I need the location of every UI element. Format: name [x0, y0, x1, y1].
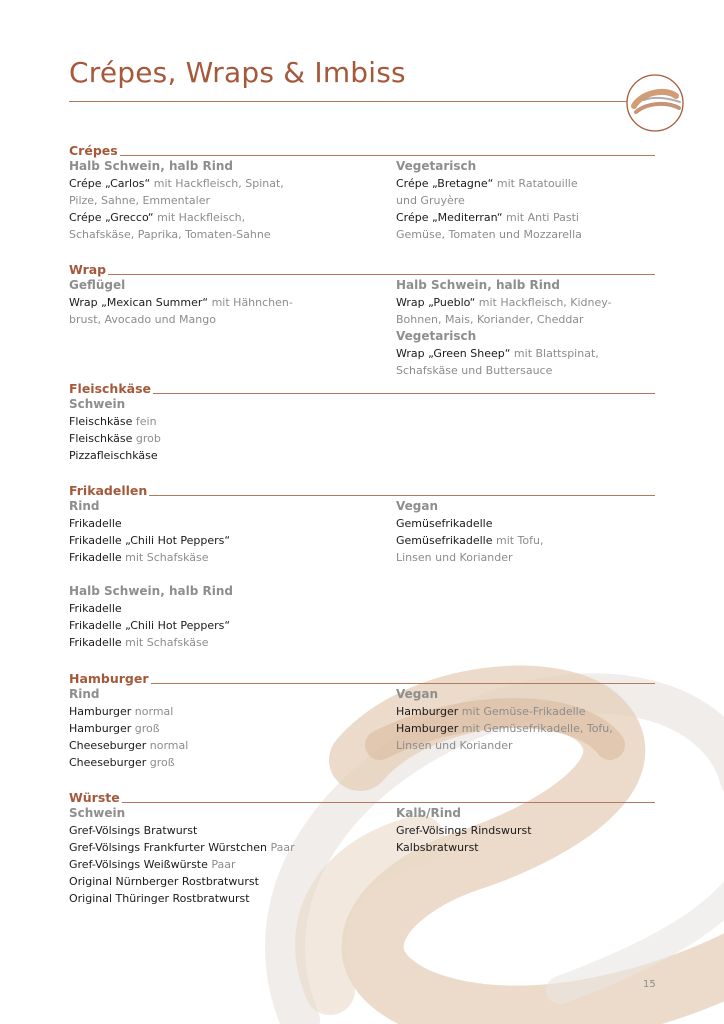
- menu-column-left: [69, 686, 369, 771]
- menu-column-right: [396, 805, 696, 856]
- item-description: mit Hackfleisch, Kidney-: [475, 296, 612, 309]
- menu-item: [396, 839, 696, 856]
- item-description: groß: [131, 722, 160, 735]
- menu-item: [396, 345, 696, 362]
- item-name: Crépe „Bretagne“: [396, 177, 494, 190]
- menu-section: [69, 143, 655, 241]
- menu-column-right: [396, 158, 696, 243]
- menu-item: [69, 856, 369, 873]
- item-name: Hamburger: [396, 705, 459, 718]
- menu-item: [69, 634, 369, 651]
- item-name: Frikadelle: [69, 551, 122, 564]
- item-name: Crépe „Mediterran“: [396, 211, 503, 224]
- menu-item: [396, 720, 696, 737]
- item-description: grob: [132, 432, 161, 445]
- item-name: Cheeseburger: [69, 756, 147, 769]
- item-description: mit Anti Pasti: [502, 211, 579, 224]
- item-name: Original Thüringer Rostbratwurst: [69, 892, 250, 905]
- section-divider: [153, 393, 655, 394]
- group-heading: Schwein: [69, 397, 126, 411]
- group-heading: Halb Schwein, halb Rind: [69, 159, 233, 173]
- item-description: groß: [146, 756, 175, 769]
- menu-item: [69, 226, 369, 243]
- menu-item: [69, 839, 369, 856]
- menu-item: [69, 209, 369, 226]
- menu-item: [69, 532, 369, 549]
- section-divider: [108, 274, 655, 275]
- section-title: Frikadellen: [69, 483, 148, 498]
- menu-item: [69, 515, 369, 532]
- item-name: Frikadelle „Chili Hot Peppers“: [69, 619, 231, 632]
- menu-section: [69, 381, 655, 462]
- title-divider: [69, 101, 629, 102]
- item-name: Gemüsefrikadelle: [396, 517, 493, 530]
- item-description: Linsen und Koriander: [396, 739, 513, 752]
- menu-item: [69, 890, 369, 907]
- item-description: mit Hackfleisch, Spinat,: [150, 177, 284, 190]
- item-name: Frikadelle: [69, 602, 122, 615]
- item-name: Frikadelle: [69, 636, 122, 649]
- section-title: Wrap: [69, 262, 107, 277]
- item-name: Gemüsefrikadelle: [396, 534, 493, 547]
- item-name: Crépe „Carlos“: [69, 177, 151, 190]
- group-heading: Vegetarisch: [396, 329, 477, 343]
- menu-item: [69, 430, 369, 447]
- menu-column-left: [69, 158, 369, 243]
- menu-item: [69, 703, 369, 720]
- group-heading: Vegan: [396, 687, 438, 701]
- menu-section: [69, 262, 655, 377]
- item-description: Paar: [207, 858, 236, 871]
- section-header: [69, 262, 655, 277]
- item-description: Gemüse, Tomaten und Mozzarella: [396, 228, 582, 241]
- item-description: Schafskäse und Buttersauce: [396, 364, 553, 377]
- section-header: [69, 381, 655, 396]
- menu-column-left: [69, 396, 369, 464]
- page-number: 15: [643, 979, 656, 990]
- item-description: Paar: [266, 841, 295, 854]
- menu-item: [69, 311, 369, 328]
- section-title: Fleischkäse: [69, 381, 152, 396]
- group-heading: Kalb/Rind: [396, 806, 461, 820]
- menu-item: [396, 822, 696, 839]
- page-title: Crépes, Wraps & Imbiss: [69, 56, 406, 89]
- menu-section: [69, 790, 655, 905]
- item-name: Fleischkäse: [69, 432, 133, 445]
- item-name: Original Nürnberger Rostbratwurst: [69, 875, 259, 888]
- menu-item: [396, 549, 696, 566]
- menu-column-right: [396, 498, 696, 566]
- section-header: [69, 671, 655, 686]
- item-name: Wrap „Pueblo“: [396, 296, 476, 309]
- group-heading: Rind: [69, 499, 100, 513]
- item-name: Frikadelle „Chili Hot Peppers“: [69, 534, 231, 547]
- menu-column-left: [69, 277, 369, 328]
- item-name: Hamburger: [69, 705, 132, 718]
- item-description: mit Hähnchen-: [208, 296, 293, 309]
- item-description: Schafskäse, Paprika, Tomaten-Sahne: [69, 228, 271, 241]
- item-name: Crépe „Grecco“: [69, 211, 154, 224]
- item-description: normal: [131, 705, 174, 718]
- menu-item: [69, 617, 369, 634]
- item-description: Bohnen, Mais, Koriander, Cheddar: [396, 313, 584, 326]
- section-header: [69, 143, 655, 158]
- menu-item: [69, 873, 369, 890]
- section-divider: [149, 495, 655, 496]
- item-description: mit Gemüsefrikadelle, Tofu,: [458, 722, 613, 735]
- item-name: Gref-Völsings Rindswurst: [396, 824, 532, 837]
- item-name: Gref-Völsings Weißwürste: [69, 858, 208, 871]
- menu-item: [69, 600, 369, 617]
- item-name: Cheeseburger: [69, 739, 147, 752]
- item-description: mit Hackfleisch,: [153, 211, 246, 224]
- section-title: Würste: [69, 790, 120, 805]
- item-name: Hamburger: [396, 722, 459, 735]
- item-description: mit Ratatouille: [493, 177, 578, 190]
- swirl-logo-icon: [624, 72, 686, 134]
- item-name: Hamburger: [69, 722, 132, 735]
- menu-item: [69, 822, 369, 839]
- section-title: Crépes: [69, 143, 118, 158]
- item-description: und Gruyère: [396, 194, 465, 207]
- item-name: Wrap „Mexican Summer“: [69, 296, 209, 309]
- menu-item: [396, 362, 696, 379]
- section-title: Hamburger: [69, 671, 149, 686]
- item-description: Pilze, Sahne, Emmentaler: [69, 194, 210, 207]
- group-heading: Geflügel: [69, 278, 126, 292]
- item-name: Wrap „Green Sheep“: [396, 347, 511, 360]
- item-name: Kalbsbratwurst: [396, 841, 479, 854]
- item-description: mit Tofu,: [492, 534, 544, 547]
- group-heading: Vegan: [396, 499, 438, 513]
- menu-item: [396, 532, 696, 549]
- item-name: Fleischkäse: [69, 415, 133, 428]
- menu-item: [69, 175, 369, 192]
- menu-column-left: [69, 498, 369, 651]
- item-name: Frikadelle: [69, 517, 122, 530]
- menu-item: [69, 549, 369, 566]
- group-heading: Schwein: [69, 806, 126, 820]
- section-header: [69, 790, 655, 805]
- menu-item: [396, 192, 696, 209]
- item-description: brust, Avocado und Mango: [69, 313, 216, 326]
- menu-item: [396, 703, 696, 720]
- menu-column-right: [396, 277, 696, 379]
- group-heading: Vegetarisch: [396, 159, 477, 173]
- item-description: fein: [132, 415, 157, 428]
- menu-section: [69, 483, 655, 649]
- menu-column-right: [396, 686, 696, 754]
- menu-item: [69, 192, 369, 209]
- group-heading: Halb Schwein, halb Rind: [69, 584, 233, 598]
- item-description: Linsen und Koriander: [396, 551, 513, 564]
- menu-item: [69, 294, 369, 311]
- item-description: mit Schafskäse: [121, 636, 209, 649]
- item-name: Gref-Völsings Frankfurter Würstchen: [69, 841, 267, 854]
- menu-item: [396, 737, 696, 754]
- section-header: [69, 483, 655, 498]
- menu-item: [396, 294, 696, 311]
- item-name: Pizzafleischkäse: [69, 449, 158, 462]
- menu-item: [396, 226, 696, 243]
- menu-item: [396, 515, 696, 532]
- menu-item: [69, 720, 369, 737]
- item-name: Gref-Völsings Bratwurst: [69, 824, 198, 837]
- item-description: mit Gemüse-Frikadelle: [458, 705, 586, 718]
- item-description: normal: [146, 739, 189, 752]
- menu-item: [69, 754, 369, 771]
- menu-column-left: [69, 805, 369, 907]
- menu-item: [69, 737, 369, 754]
- menu-item: [396, 209, 696, 226]
- menu-section: [69, 671, 655, 769]
- section-divider: [120, 155, 655, 156]
- group-heading: Rind: [69, 687, 100, 701]
- section-divider: [151, 683, 655, 684]
- item-description: mit Schafskäse: [121, 551, 209, 564]
- item-description: mit Blattspinat,: [510, 347, 599, 360]
- group-heading: Halb Schwein, halb Rind: [396, 278, 560, 292]
- menu-item: [69, 413, 369, 430]
- section-divider: [122, 802, 655, 803]
- menu-item: [69, 447, 369, 464]
- menu-item: [396, 311, 696, 328]
- menu-item: [396, 175, 696, 192]
